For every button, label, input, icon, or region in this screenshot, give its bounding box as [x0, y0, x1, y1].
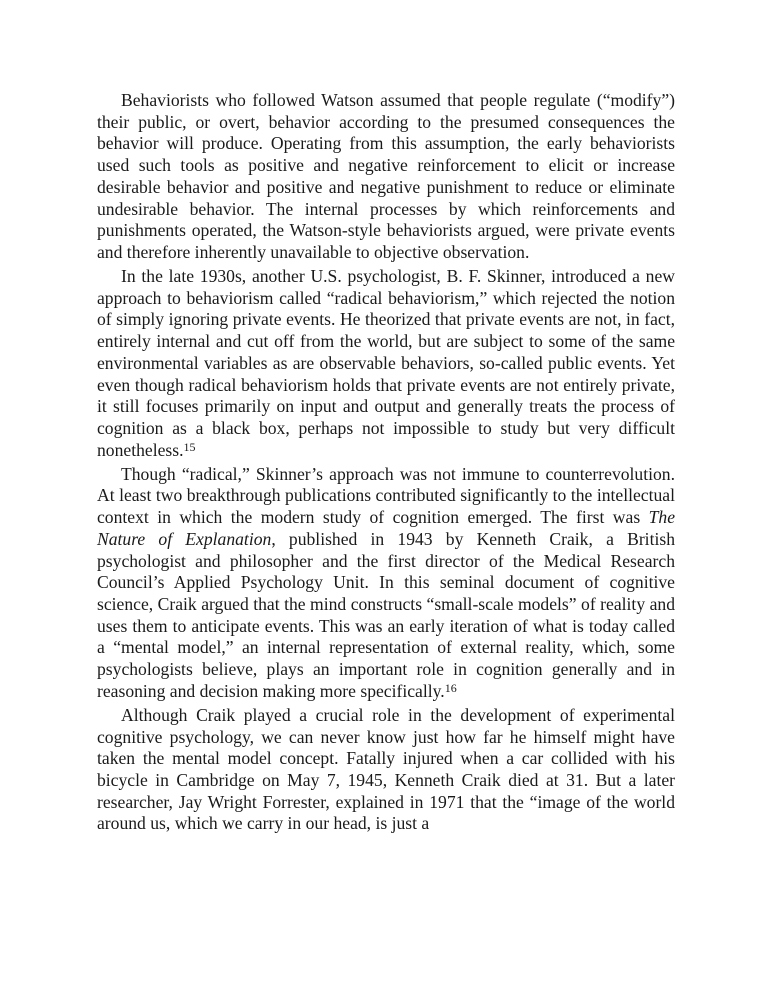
book-title: The Nature of Explanation — [97, 507, 675, 549]
paragraph-text: Although Craik played a crucial role in the development of experimental cognitive psychology, we can never know just how far he himself might have taken the mental model concept. Fatally injured when a car collided with his bicycle in Cambridge on May 7, 1945, Kenneth Craik died at 31. But a later researcher, Jay Wright Forrester, explained in 1971 that the “image of the world around us, which we carry in our head, is just a — [97, 704, 675, 834]
paragraph-text: Though “radical,” Skinner’s approach was not immune to counterrevolution. At least two breakthrough publications contributed significantly to the intellectual context in which the modern study of cognition emerged. The first was — [97, 463, 675, 528]
paragraph-forrester — [97, 705, 675, 835]
footnote-marker[interactable]: 15 — [183, 439, 196, 454]
paragraph-skinner — [97, 266, 675, 461]
paragraph-text: In the late 1930s, another U.S. psychologist, B. F. Skinner, introduced a new approach to behaviorism called “radical behaviorism,” which rejected the notion of simply ignoring private events. He theorized that private events are not, in fact, entirely internal and cut off from the world, but are subject to some of the same environmental variables as are observable behaviors, so-called public events. Yet even though radical behaviorism holds that private events are not entirely private, it still focuses primarily on input and output and generally treats the process of cognition as a black box, perhaps not impossible to study but very difficult nonetheless. — [97, 266, 675, 460]
paragraph-craik — [97, 464, 675, 703]
paragraph-text: , published in 1943 by Kenneth Craik, a British psychologist and philosopher and the first director of the Medical Research Council’s Applied Psychology Unit. In this seminal document of cognitive science, Craik argued that the mind constructs “small-scale models” of reality and uses them to anticipate events. This was an early iteration of what is today called a “mental model,” an internal representation of external reality, which, some psychologists believe, plays an important role in cognition generally and in reasoning and decision making more specifically. — [97, 528, 675, 701]
paragraph-text: Behaviorists who followed Watson assumed that people regulate (“modify”) their public, or overt, behavior according to the presumed consequences the behavior will produce. Operating from this assumption, the early behaviorists used such tools as positive and negative reinforcement to elicit or increase desirable behavior and positive and negative punishment to reduce or eliminate undesirable behavior. The internal processes by which reinforcements and punishments operated, the Watson-style behaviorists argued, were private events and therefore inherently unavailable to objective observation. — [97, 90, 675, 262]
document-page — [97, 90, 675, 837]
paragraph-behaviorists — [97, 90, 675, 264]
footnote-marker[interactable]: 16 — [444, 680, 457, 695]
